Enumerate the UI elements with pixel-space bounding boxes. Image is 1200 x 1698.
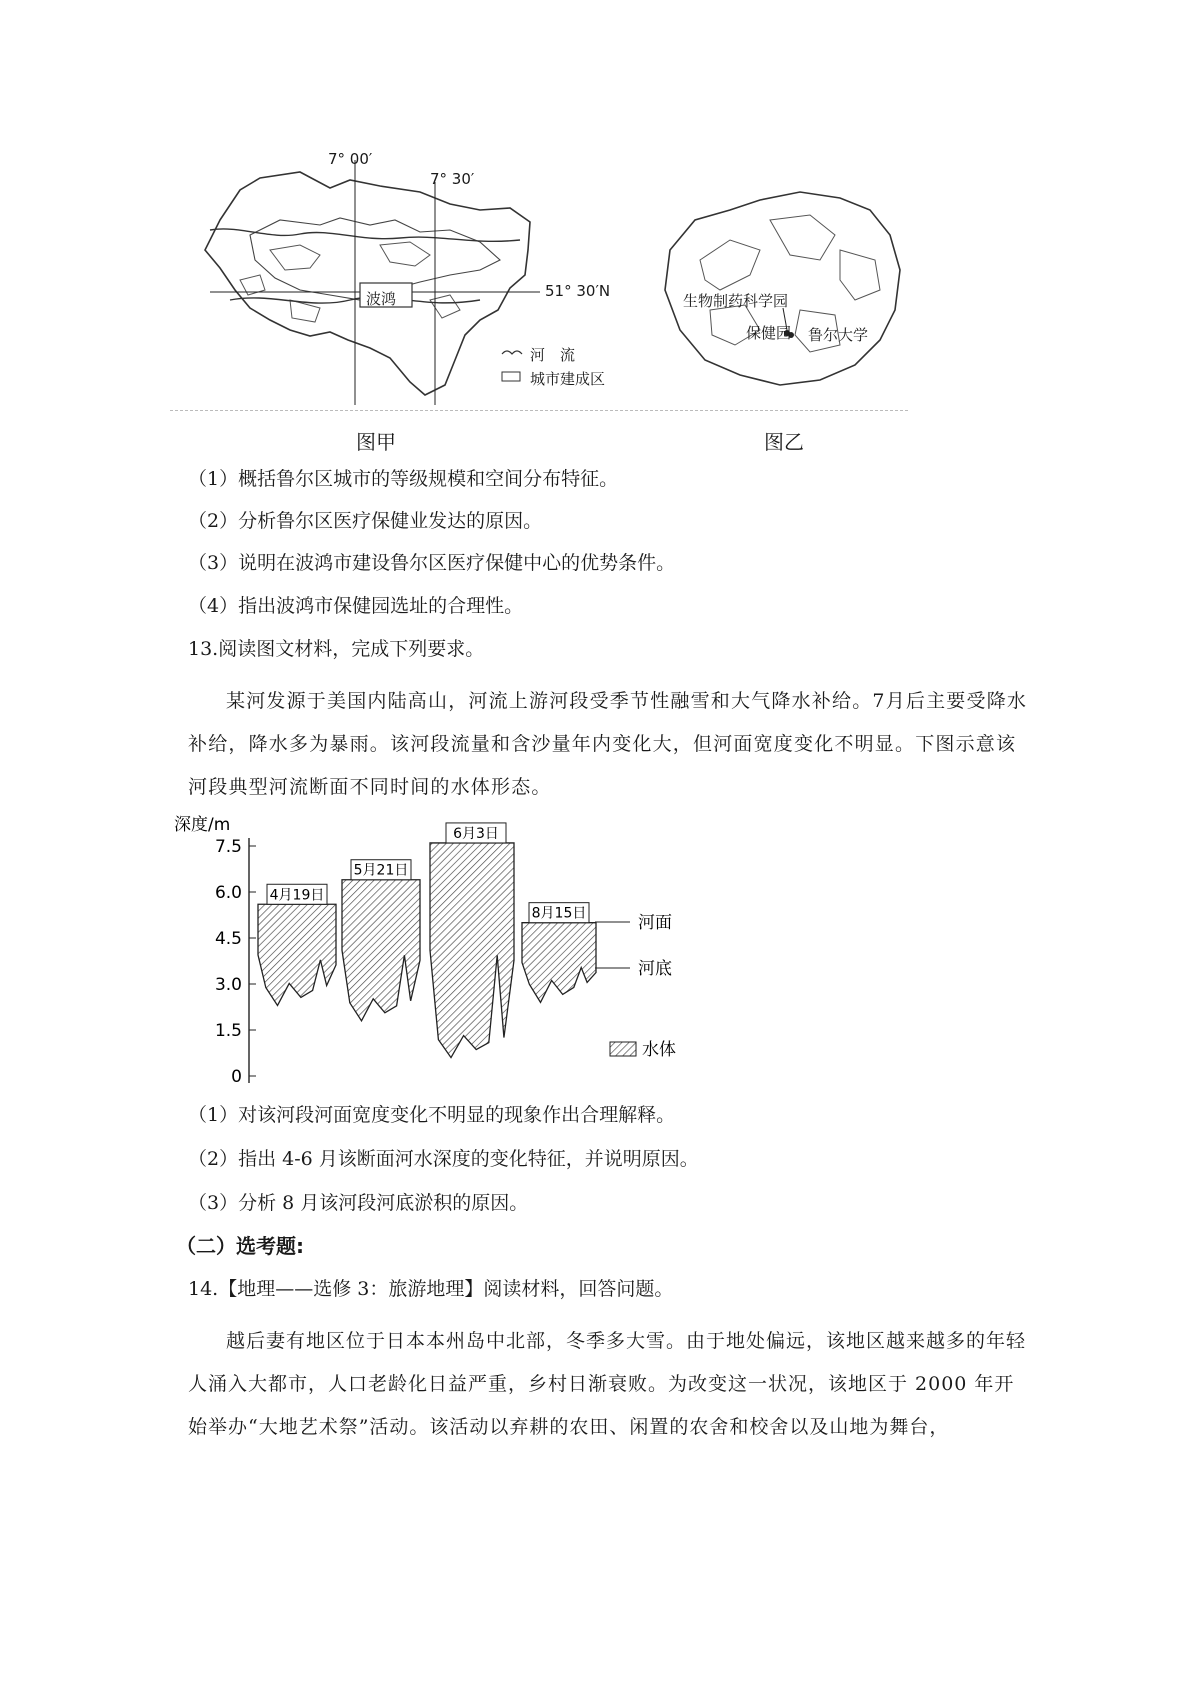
- bochum-outline: [665, 192, 900, 385]
- y-tick-label: 3.0: [214, 975, 242, 995]
- city-label-bochum: 波鸿: [366, 290, 397, 308]
- legend-water: 水体: [642, 1040, 676, 1060]
- legend-swatch: [610, 1042, 636, 1056]
- y-tick-label: 1.5: [214, 1021, 242, 1041]
- section-date-label: 6月3日: [453, 825, 499, 842]
- section2-heading: （二）选考题:: [176, 1234, 304, 1258]
- section-date-label: 4月19日: [269, 887, 325, 904]
- label-biopharma-park: 生物制药科学园: [683, 292, 789, 310]
- label-ruhr-university: 鲁尔大学: [808, 326, 869, 344]
- water-section: [522, 923, 596, 1003]
- y-tick-label: 7.5: [214, 837, 242, 857]
- y-tick-label: 0: [231, 1067, 242, 1087]
- water-section: [342, 880, 420, 1021]
- figure-divider: [170, 410, 908, 411]
- water-section: [430, 843, 514, 1058]
- section-date-label: 8月15日: [531, 905, 587, 922]
- legend-urban: 城市建成区: [530, 370, 606, 388]
- q12-item-3: （3）说明在波鸿市建设鲁尔区医疗保健中心的优势条件。: [188, 552, 676, 574]
- label-surface: 河面: [638, 913, 672, 933]
- section-date-label: 5月21日: [353, 862, 409, 879]
- label-bed: 河底: [638, 959, 672, 979]
- q13-item-1: （1）对该河段河面宽度变化不明显的现象作出合理解释。: [188, 1104, 676, 1126]
- legend-river: 河 流: [530, 346, 576, 364]
- water-section: [258, 904, 336, 1005]
- lon-label-700: 7° 00′: [328, 150, 373, 168]
- lon-label-730: 7° 30′: [430, 170, 475, 188]
- q12-item-1: （1）概括鲁尔区城市的等级规模和空间分布特征。: [188, 468, 619, 490]
- lat-label: 51° 30′N: [545, 282, 611, 300]
- caption-yi: 图乙: [764, 430, 804, 454]
- q13-item-3: （3）分析 8 月该河段河底淤积的原因。: [188, 1192, 529, 1214]
- y-tick-label: 4.5: [214, 929, 242, 949]
- label-health-park: 保健园: [746, 324, 792, 342]
- caption-jia: 图甲: [356, 430, 396, 454]
- y-tick-label: 6.0: [214, 883, 242, 903]
- q13-title: 13.阅读图文材料，完成下列要求。: [188, 638, 485, 660]
- q13-item-2: （2）指出 4-6 月该断面河水深度的变化特征，并说明原因。: [188, 1148, 699, 1170]
- q12-item-2: （2）分析鲁尔区医疗保健业发达的原因。: [188, 510, 543, 532]
- map-jia: [180, 150, 640, 450]
- q12-item-4: （4）指出波鸿市保健园选址的合理性。: [188, 595, 524, 617]
- y-axis-label: 深度/m: [174, 815, 231, 835]
- q13-material: 某河发源于美国内陆高山，河流上游河段受季节性融雪和大气降水补给。7月后主要受降水补给，降水多为暴雨。该河段流量和含沙量年内变化大，但河面宽度变化不明显。下图示意该河段典型河流断面不同时间的水体形态。: [188, 690, 1028, 798]
- q14-material: 越后妻有地区位于日本本州岛中北部，冬季多大雪。由于地处偏远，该地区越来越多的年轻人涌入大都市，人口老龄化日益严重，乡村日渐衰败。为改变这一状况，该地区于 2000 年开始举办“大地艺术祭”活动。该活动以弃耕的农田、闲置的农舍和校舍以及山地为舞台，: [188, 1330, 1027, 1438]
- river-section-chart: [170, 808, 710, 1098]
- q14-title: 14.【地理——选修 3：旅游地理】阅读材料，回答问题。: [188, 1278, 674, 1300]
